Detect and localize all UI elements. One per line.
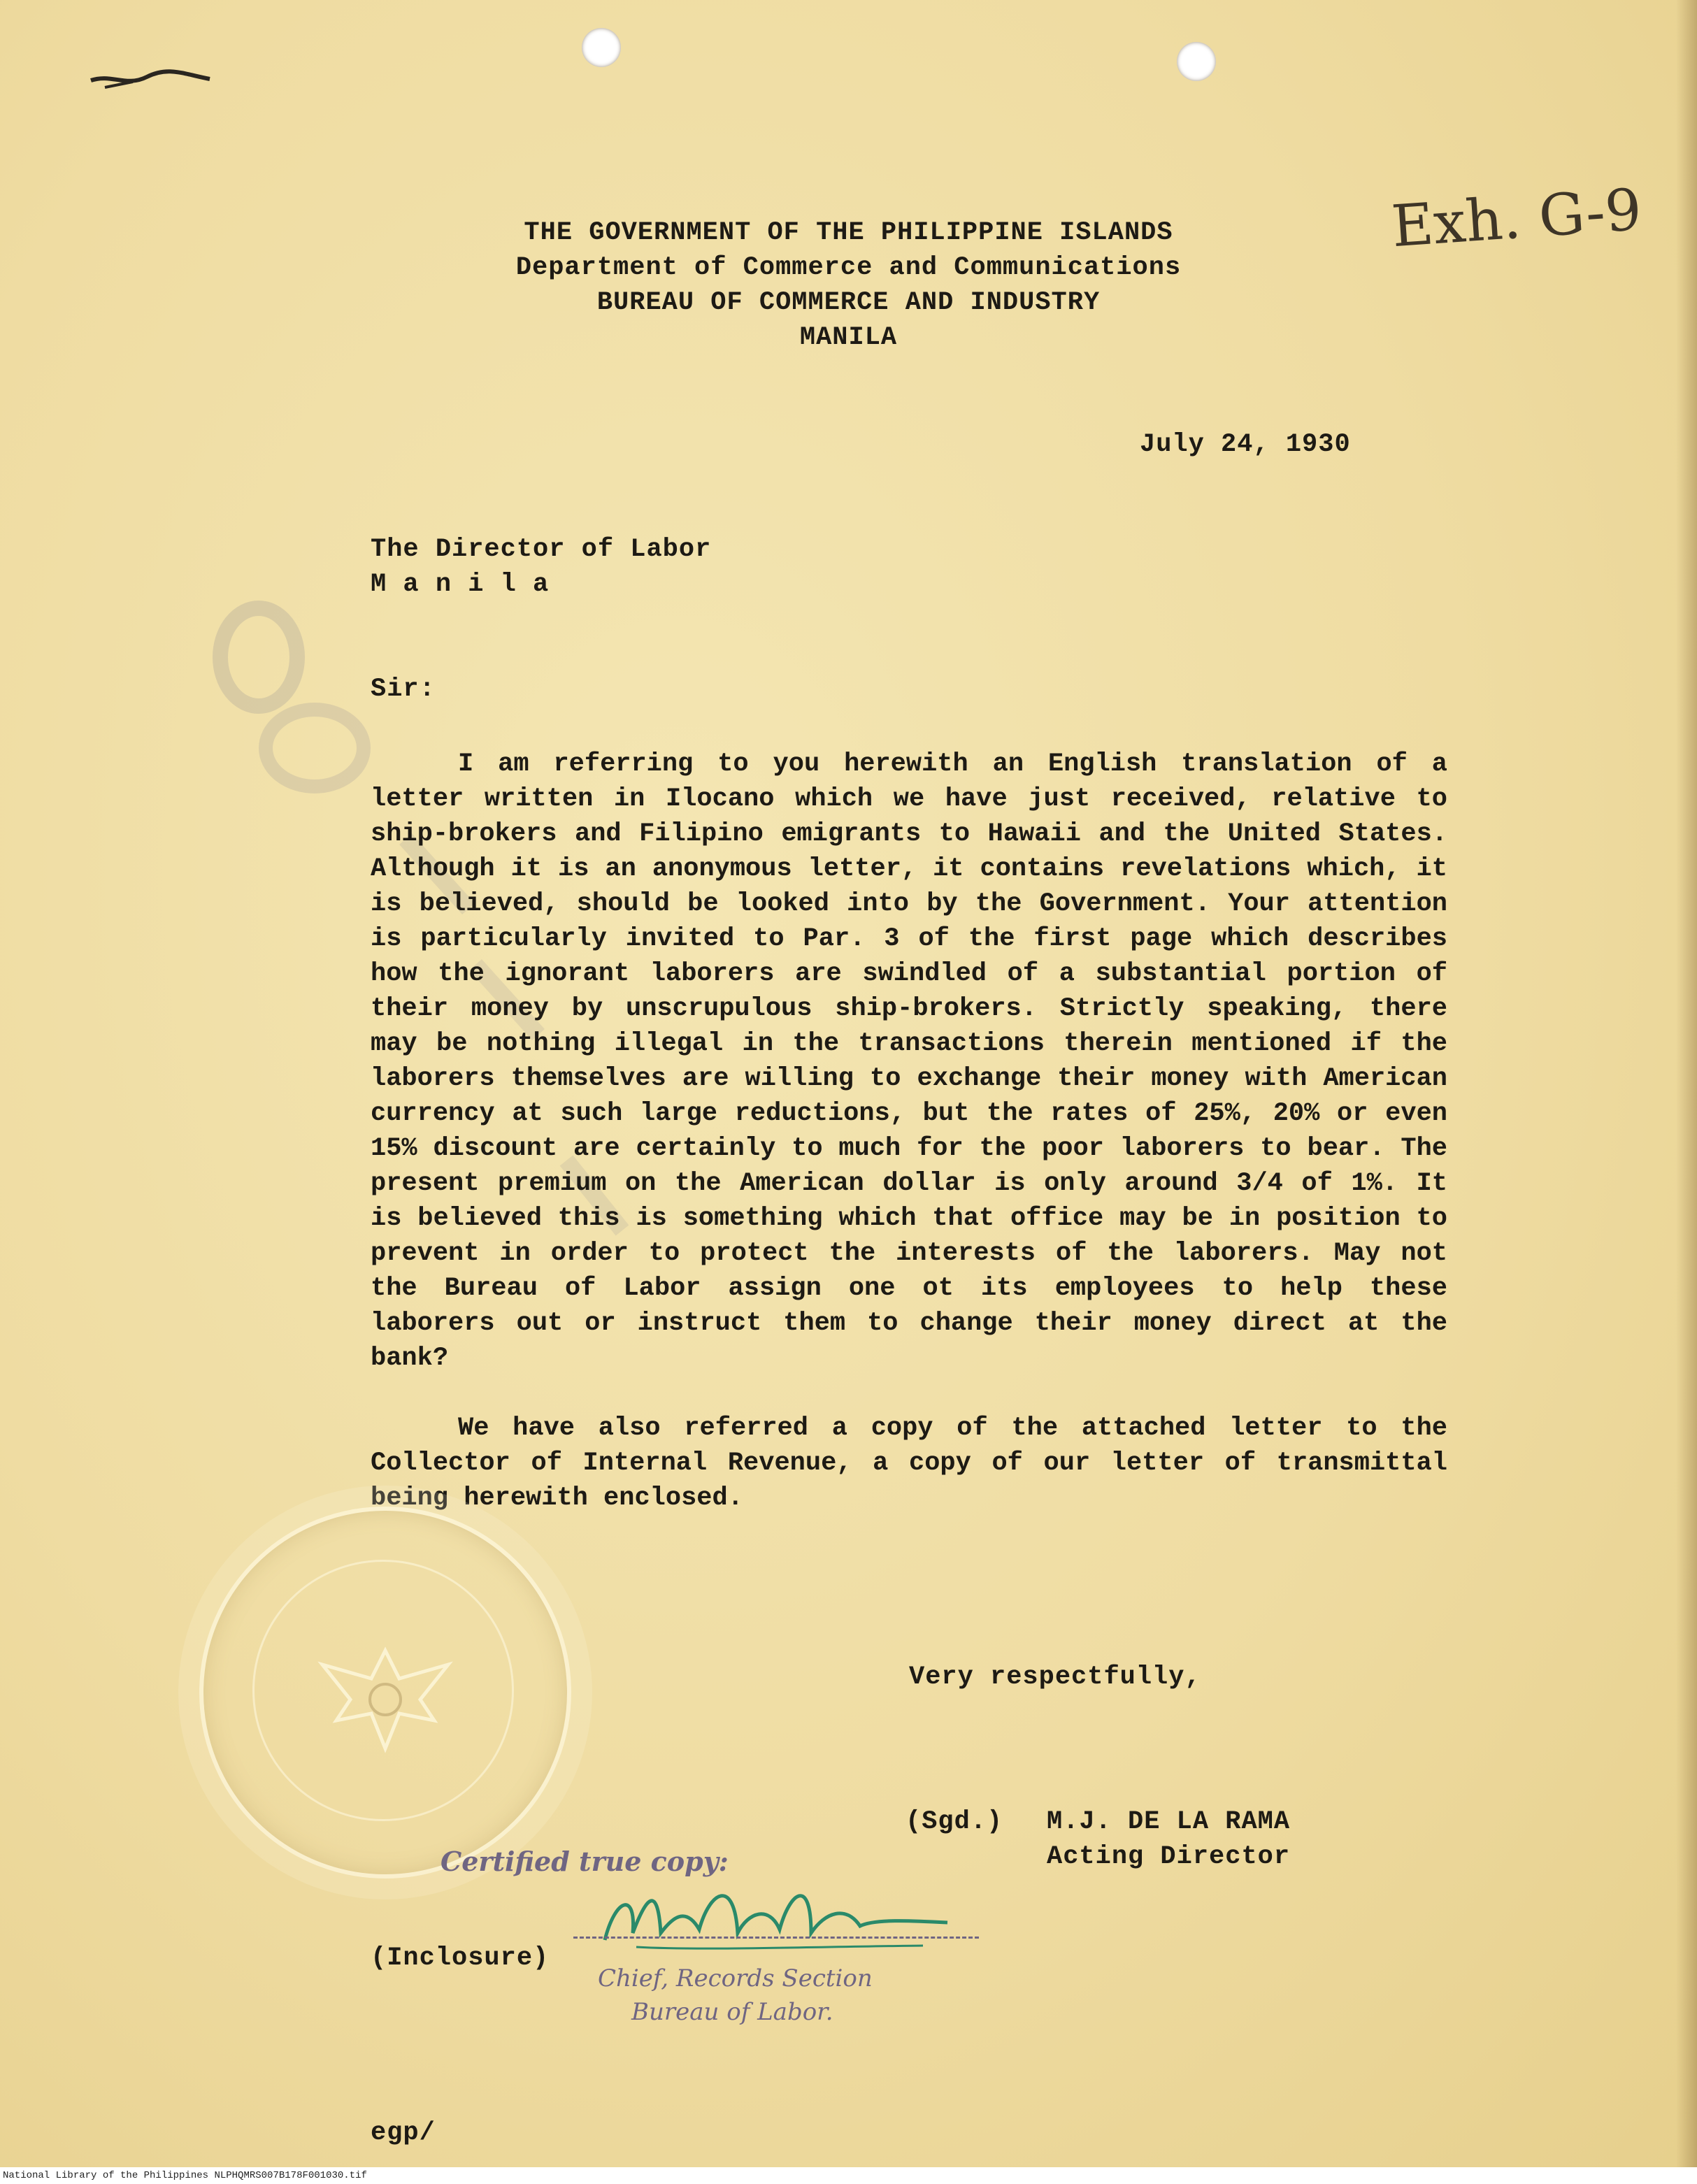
embossed-seal: [199, 1507, 571, 1878]
ink-mark: [84, 59, 224, 94]
addressee-line-1: The Director of Labor: [371, 535, 712, 564]
letter-date: July 24, 1930: [1140, 430, 1351, 459]
signatory-title: Acting Director: [1047, 1842, 1291, 1872]
letterhead-line-4: MANILA: [799, 323, 898, 352]
archive-footer: National Library of the Philippines NLPHQMRS007B178F001030.tif: [0, 2167, 1697, 2184]
paragraph-2: We have also referred a copy of the attached letter to the Collector of Internal Revenue, a copy of our letter of transmittal being herewith enclosed.: [371, 1414, 1447, 1513]
certification-stamp-line-3: Bureau of Labor.: [631, 1998, 833, 2026]
signed-marker: (Sgd.): [905, 1807, 1003, 1837]
signatory-name: M.J. DE LA RAMA: [1047, 1807, 1291, 1837]
closing: Very respectfully,: [909, 1662, 1201, 1692]
signature-line: [573, 1937, 979, 1939]
handwritten-signature: [594, 1863, 958, 1961]
letterhead-line-3: BUREAU OF COMMERCE AND INDUSTRY: [596, 288, 1101, 317]
letterhead-line-2: Department of Commerce and Communications: [515, 253, 1182, 282]
letterhead-line-1: THE GOVERNMENT OF THE PHILIPPINE ISLANDS: [524, 218, 1173, 247]
punch-hole-left: [582, 28, 621, 67]
addressee-line-2: M a n i l a: [371, 570, 550, 599]
enclosure-note: (Inclosure): [371, 1944, 550, 1973]
exhibit-mark: Exh. G-9: [1389, 176, 1644, 261]
letter-body: [371, 747, 1447, 1551]
typist-initials: egp/: [371, 2118, 436, 2148]
eagle-emblem-icon: [308, 1637, 462, 1755]
punch-hole-right: [1177, 42, 1216, 81]
certification-stamp-line-2: Chief, Records Section: [598, 1964, 873, 1992]
certification-stamp-line-1: Certified true copy:: [441, 1846, 729, 1877]
salutation: Sir:: [371, 675, 436, 704]
paragraph-1: I am referring to you herewith an English translation of a letter written in Ilocano which we have just received, relative to ship-brokers and Filipino emigrants to Hawaii and the United States. Although it is an anonymous letter, it contains revelations which, it is believed, should be looked into by the Government. Your attention is particularly invited to Par. 3 of the first page which describes how the ignorant laborers are swindled of a substantial portion of their money by unscrupulous ship-brokers. Strictly speaking, there may be nothing illegal in the transactions therein mentioned if the laborers themselves are willing to exchange their money with American currency at such large reductions, but the rates of 25%, 20% or even 15% discount are certainly to much for the poor laborers to bear. The present premium on the American dollar is only around 3/4 of 1%. It is believed this is something which that office may be in position to prevent in order to protect the interests of the laborers. May not the Bureau of Labor assign one ot its employees to help these laborers out or instruct them to change their money direct at the bank?: [371, 749, 1447, 1373]
